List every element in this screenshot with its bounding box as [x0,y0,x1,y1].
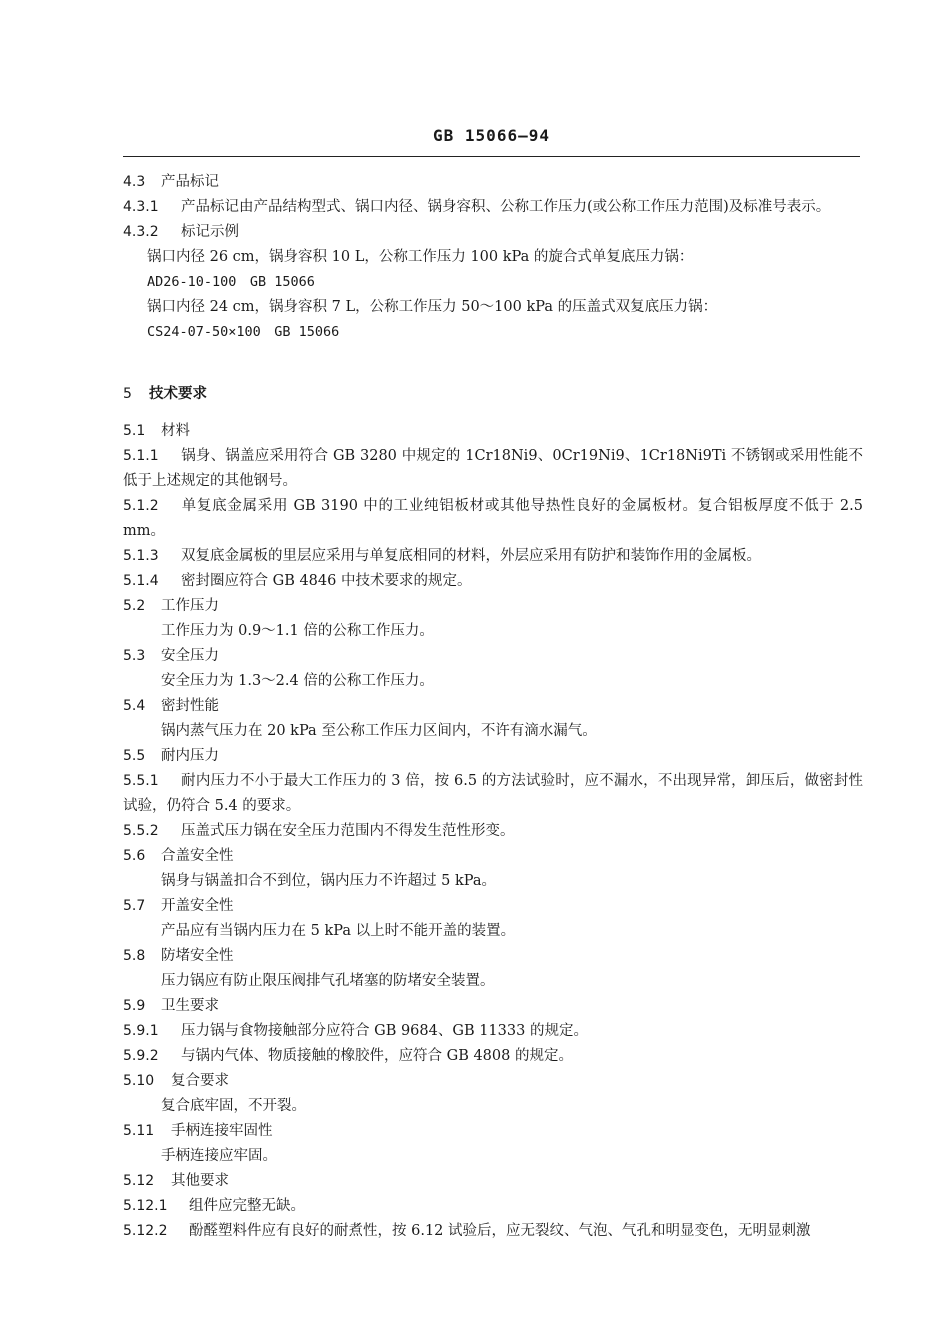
clause-text: 单复底金属采用 GB 3190 中的工业纯铝板材或其他导热性良好的金属板材。复合铝板厚度不低于 2.5 mm。 [123,498,863,539]
clause-number: 5.12.1 [123,1198,168,1214]
clause-text: 产品标记由产品结构型式、锅口内径、锅身容积、公称工作压力(或公称工作压力范围)及标准号表示。 [181,199,831,215]
section-title: 防堵安全性 [161,948,234,964]
clause-text: 与锅内气体、物质接触的橡胶件，应符合 GB 4808 的规定。 [181,1048,573,1064]
section-number: 5.10 [123,1073,155,1089]
section-number: 4.3 [123,174,146,190]
section-number: 5.11 [123,1123,155,1139]
clause-text: 组件应完整无缺。 [189,1198,305,1214]
section-number: 5.12 [123,1173,155,1189]
section-5-7 [123,894,863,919]
section-5-11 [123,1119,863,1144]
section-body: 压力锅应有防止限压阀排气孔堵塞的防堵安全装置。 [161,973,495,989]
clause-5-1-1 [123,444,863,494]
clause-text: 双复底金属板的里层应采用与单复底相同的材料，外层应采用有防护和装饰作用的金属板。 [181,548,761,564]
example-text: 锅口内径 24 cm，锅身容积 7 L，公称工作压力 50～100 kPa 的压盖式双复底压力锅： [147,299,718,315]
spacer [123,407,863,419]
chapter-5 [123,382,863,407]
chapter-number: 5 [123,386,132,402]
clause-title: 标记示例 [181,224,239,240]
clause-number: 5.5.2 [123,823,159,839]
section-title: 工作压力 [161,598,219,614]
spacer [123,345,863,382]
section-5-9 [123,994,863,1019]
section-5-10 [123,1069,863,1094]
section-body: 工作压力为 0.9～1.1 倍的公称工作压力。 [161,623,434,639]
clause-number: 5.9.2 [123,1048,159,1064]
clause-5-12-2 [123,1219,863,1244]
clause-5-5-2 [123,819,863,844]
section-title: 合盖安全性 [161,848,234,864]
section-number: 5.8 [123,948,146,964]
clause-5-1-2 [123,494,863,544]
clause-number: 5.1.1 [123,448,159,464]
section-4-3 [123,170,863,195]
section-5-6 [123,844,863,869]
clause-number: 5.9.1 [123,1023,159,1039]
clause-number: 5.5.1 [123,773,159,789]
clause-number: 4.3.1 [123,199,159,215]
chapter-title: 技术要求 [149,386,207,402]
header-rule [123,156,860,157]
section-5-5 [123,744,863,769]
clause-text: 密封圈应符合 GB 4846 中技术要求的规定。 [181,573,472,589]
clause-text: 耐内压力不小于最大工作压力的 3 倍，按 6.5 的方法试验时，应不漏水，不出现异常，卸压后，做密封性试验，仍符合 5.4 的要求。 [123,773,863,814]
section-number: 5.4 [123,698,146,714]
section-title: 开盖安全性 [161,898,234,914]
section-5-3 [123,644,863,669]
clause-5-12-1 [123,1194,863,1219]
section-body: 复合底牢固，不开裂。 [161,1098,306,1114]
section-body: 产品应有当锅内压力在 5 kPa 以上时不能开盖的装置。 [161,923,516,939]
section-title: 材料 [161,423,190,439]
section-title: 手柄连接牢固性 [171,1123,273,1139]
section-number: 5.9 [123,998,146,1014]
example-code: AD26-10-100 GB 15066 [147,274,315,290]
section-5-1 [123,419,863,444]
clause-5-1-4 [123,569,863,594]
example-code: CS24-07-50×100 GB 15066 [147,324,340,340]
section-body: 锅身与锅盖扣合不到位，锅内压力不许超过 5 kPa。 [161,873,496,889]
section-number: 5.3 [123,648,146,664]
clause-text: 压力锅与食物接触部分应符合 GB 9684、GB 11333 的规定。 [181,1023,588,1039]
section-number: 5.2 [123,598,146,614]
section-5-12 [123,1169,863,1194]
document-body [123,170,863,1244]
section-title: 安全压力 [161,648,219,664]
section-number: 5.5 [123,748,146,764]
section-body: 锅内蒸气压力在 20 kPa 至公称工作压力区间内，不许有滴水漏气。 [161,723,597,739]
section-body: 安全压力为 1.3～2.4 倍的公称工作压力。 [161,673,434,689]
clause-4-3-1 [123,195,863,220]
clause-5-5-1 [123,769,863,819]
page-header: GB 15066—94 [433,126,550,145]
clause-5-1-3 [123,544,863,569]
clause-number: 5.1.3 [123,548,159,564]
section-body: 手柄连接应牢固。 [161,1148,277,1164]
section-number: 5.1 [123,423,146,439]
section-title: 其他要求 [171,1173,229,1189]
section-title: 复合要求 [171,1073,229,1089]
section-number: 5.6 [123,848,146,864]
section-5-4 [123,694,863,719]
clause-number: 4.3.2 [123,224,159,240]
section-title: 耐内压力 [161,748,219,764]
clause-number: 5.12.2 [123,1223,168,1239]
section-5-2 [123,594,863,619]
clause-4-3-2 [123,220,863,245]
clause-text: 酚醛塑料件应有良好的耐煮性，按 6.12 试验后，应无裂纹、气泡、气孔和明显变色，无明显刺激 [189,1223,811,1239]
section-number: 5.7 [123,898,146,914]
clause-5-9-2 [123,1044,863,1069]
section-title: 密封性能 [161,698,219,714]
section-title: 产品标记 [161,174,219,190]
section-title: 卫生要求 [161,998,219,1014]
clause-number: 5.1.4 [123,573,159,589]
clause-number: 5.1.2 [123,498,159,514]
section-5-8 [123,944,863,969]
example-text: 锅口内径 26 cm，锅身容积 10 L，公称工作压力 100 kPa 的旋合式单复底压力锅： [147,249,694,265]
clause-5-9-1 [123,1019,863,1044]
clause-text: 锅身、锅盖应采用符合 GB 3280 中规定的 1Cr18Ni9、0Cr19Ni9、1Cr18Ni9Ti 不锈钢或采用性能不低于上述规定的其他钢号。 [123,448,863,489]
clause-text: 压盖式压力锅在安全压力范围内不得发生范性形变。 [181,823,515,839]
